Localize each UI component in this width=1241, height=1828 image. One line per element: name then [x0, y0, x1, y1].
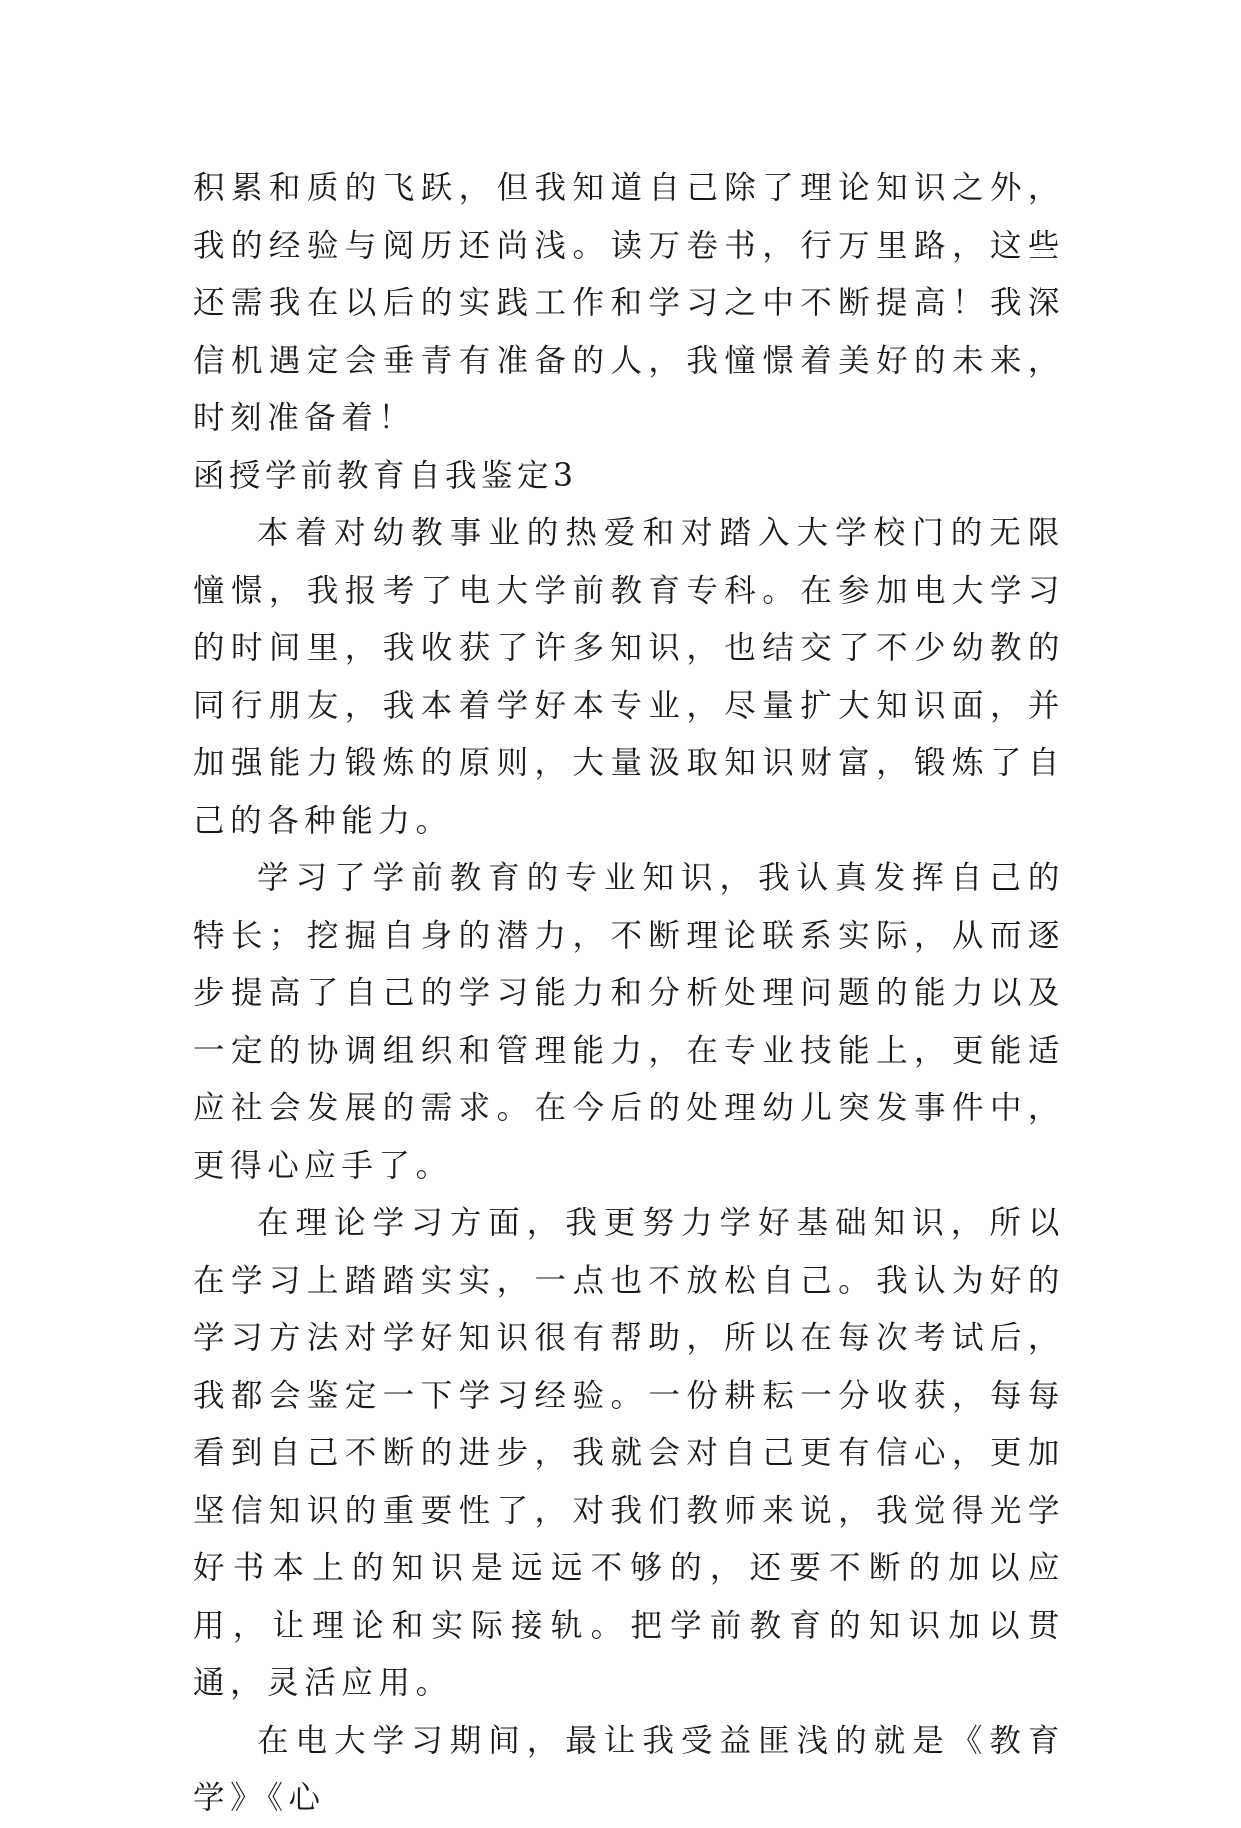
paragraph-continuation: 积累和质的飞跃，但我知道自己除了理论知识之外，我的经验与阅历还尚浅。读万卷书，行万里路，这些还需我在以后的实践工作和学习之中不断提高！我深信机遇定会垂青有准备的人，我憧憬着美好的未来，时刻准备着！ — [193, 170, 1065, 436]
paragraph: 本着对幼教事业的热爱和对踏入大学校门的无限憧憬，我报考了电大学前教育专科。在参加电大学习的时间里，我收获了许多知识，也结交了不少幼教的同行朋友，我本着学好本专业，尽量扩大知识面，并加强能力锻炼的原则，大量汲取知识财富，锻炼了自己的各种能力。 — [193, 515, 1065, 839]
paragraph: 学习了学前教育的专业知识，我认真发挥自己的特长；挖掘自身的潜力，不断理论联系实际，从而逐步提高了自己的学习能力和分析处理问题的能力以及一定的协调组织和管理能力，在专业技能上，更能适应社会发展的需求。在今后的处理幼儿突发事件中，更得心应手了。 — [193, 860, 1065, 1184]
paragraph: 在电大学习期间，最让我受益匪浅的就是《教育学》《心 — [193, 1722, 1065, 1816]
document-body — [193, 160, 1065, 1828]
paragraph: 在理论学习方面，我更努力学好基础知识，所以在学习上踏踏实实，一点也不放松自己。我认为好的学习方法对学好知识很有帮助，所以在每次考试后，我都会鉴定一下学习经验。一份耕耘一分收获，每每看到自己不断的进步，我就会对自己更有信心，更加坚信知识的重要性了，对我们教师来说，我觉得光学好书本上的知识是远远不够的，还要不断的加以应用，让理论和实际接轨。把学前教育的知识加以贯通，灵活应用。 — [193, 1205, 1065, 1701]
section-heading: 函授学前教育自我鉴定3 — [193, 457, 578, 494]
